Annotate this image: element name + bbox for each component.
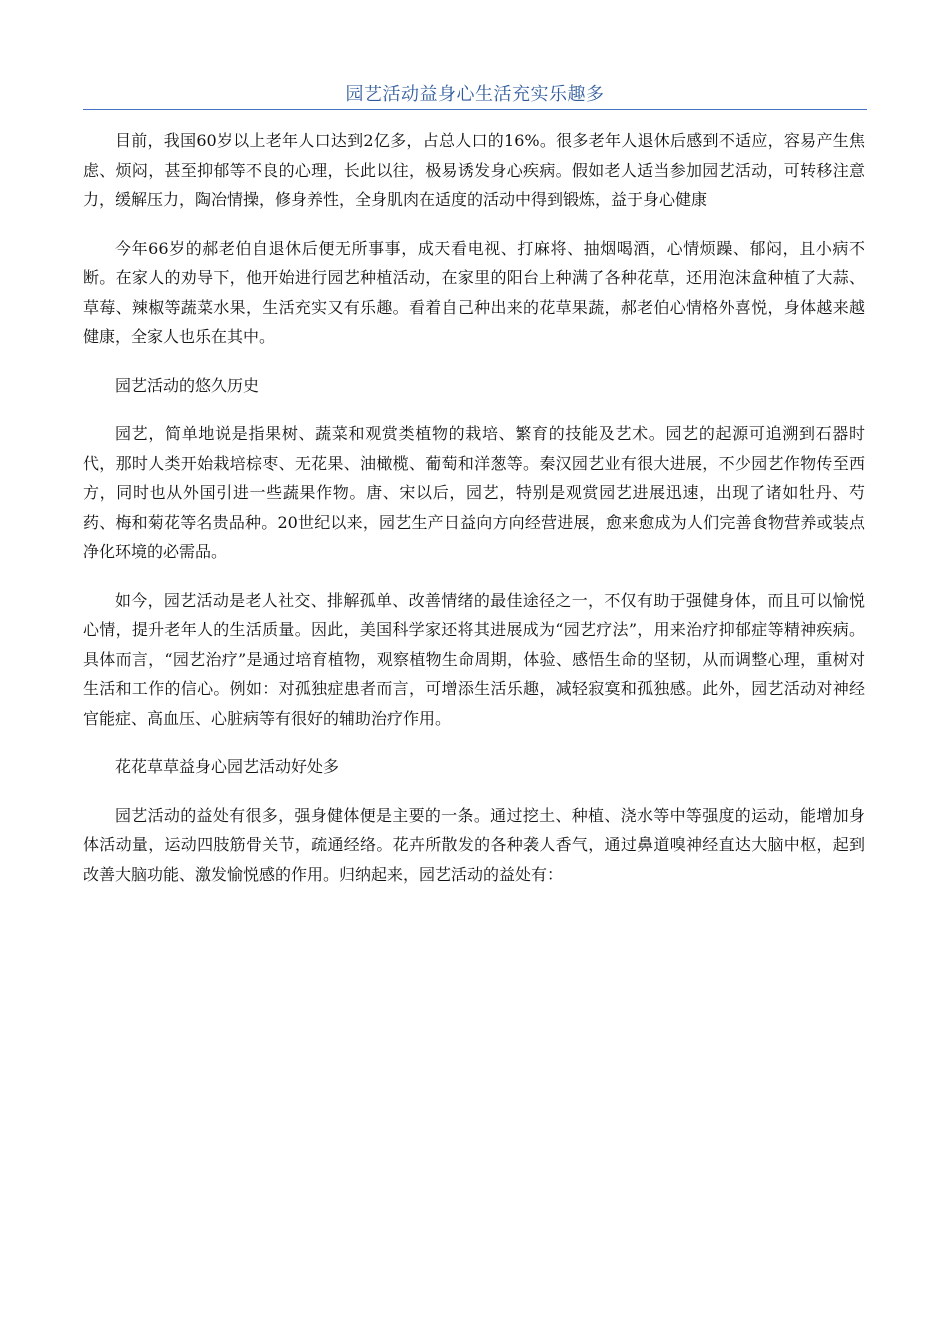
paragraph-benefits: 园艺活动的益处有很多，强身健体便是主要的一条。通过挖土、种植、浇水等中等强度的运动，能增加身体活动量，运动四肢筋骨关节，疏通经络。花卉所散发的各种袭人香气，通过鼻道嗅神经直达大脑中枢，起到改善大脑功能、激发愉悦感的作用。归纳起来，园艺活动的益处有： [83,805,865,884]
paragraph-intro: 目前，我国60岁以上老年人口达到2亿多，占总人口的16%。很多老年人退休后感到不适应，容易产生焦虑、烦闷，甚至抑郁等不良的心理，长此以往，极易诱发身心疾病。假如老人适当参加园艺活动，可转移注意力，缓解压力，陶冶情操，修身养性，全身肌肉在适度的活动中得到锻炼，益于身心健康 [83,131,865,209]
title-divider [83,109,867,110]
section-heading-history: 园艺活动的悠久历史 [115,375,260,395]
section-heading-benefits: 花花草草益身心园艺活动好处多 [115,757,340,776]
paragraph-horticultural-therapy: 如今，园艺活动是老人社交、排解孤单、改善情绪的最佳途径之一，不仅有助于强健身体，而且可以愉悦心情，提升老年人的生活质量。因此，美国科学家还将其进展成为“园艺疗法”，用来治疗抑郁症等精神疾病。具体而言，“园艺治疗”是通过培育植物，观察植物生命周期，体验、感悟生命的坚韧，从而调整心理，重树对生活和工作的信心。例如：对孤独症患者而言，可增添生活乐趣，减轻寂寞和孤独感。此外，园艺活动对神经官能症、高血压、心脏病等有很好的辅助治疗作用。 [83,590,865,728]
paragraph-case-story: 今年66岁的郝老伯自退休后便无所事事，成天看电视、打麻将、抽烟喝酒，心情烦躁、郁闷，且小病不断。在家人的劝导下，他开始进行园艺种植活动，在家里的阳台上种满了各种花草，还用泡沫盒种植了大蒜、草莓、辣椒等蔬菜水果，生活充实又有乐趣。看着自己种出来的花草果蔬，郝老伯心情格外喜悦，身体越来越健康，全家人也乐在其中。 [83,238,865,346]
document-title: 园艺活动益身心生活充实乐趣多 [345,84,605,105]
document-body [83,126,865,908]
paragraph-history: 园艺，简单地说是指果树、蔬菜和观赏类植物的栽培、繁育的技能及艺术。园艺的起源可追溯到石器时代，那时人类开始栽培棕枣、无花果、油橄榄、葡萄和洋葱等。秦汉园艺业有很大进展，不少园艺作物传至西方，同时也从外国引进一些蔬果作物。唐、宋以后，园艺，特别是观赏园艺进展迅速，出现了诸如牡丹、芍药、梅和菊花等名贵品种。20世纪以来，园艺生产日益向方向经营进展，愈来愈成为人们完善食物营养或装点净化环境的必需品。 [83,424,865,561]
